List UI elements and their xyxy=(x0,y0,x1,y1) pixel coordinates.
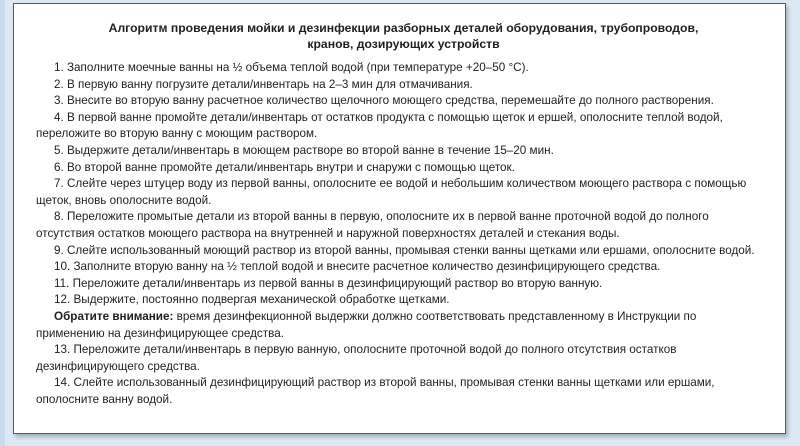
step-1: 1. Заполните моечные ванны на ½ объема теплой водой (при температуре +20–50 °С). xyxy=(54,61,529,74)
step-13: 13. Переложите детали/инвентарь в первую ванную, ополосните проточной водой до полного отсутствия остатков дезинфицирующего средства. xyxy=(36,343,677,373)
step-10: 10. Заполните вторую ванну на ½ теплой водой и внесите расчетное количество дезинфицирующего средства. xyxy=(54,260,661,274)
instruction-card xyxy=(13,3,786,434)
step-12: 12. Выдержите, постоянно подвергая механической обработке щетками. xyxy=(54,293,450,307)
step-4: 4. В первой ванне промойте детали/инвентарь от остатков продукта с помощью щеток и ершей, ополосните теплой водой, переложите во вторую ванну с моющим раствором. xyxy=(36,110,723,141)
step-3: 3. Внесите во вторую ванну расчетное количество щелочного моющего средства, перемешайте до полного растворения. xyxy=(54,94,714,108)
document-title xyxy=(36,20,765,52)
attention-label: Обратите внимание: xyxy=(54,309,174,323)
attention-note xyxy=(36,309,765,342)
step-14: 14. Слейте использованный дезинфицирующий раствор из второй ванны, промывая стенки ванны щетками или ершами, ополосните ванну водой. xyxy=(36,376,715,406)
title-line-2: кранов, дозирующих устройств xyxy=(307,37,500,51)
step-8: 8. Переложите промытые детали из второй ванны в первую, ополосните их в первой ванне проточной водой до полного отсутствия остатков моющего раствора на внутренней и наружной поверхностях деталей и стекания воды. xyxy=(36,210,709,240)
step-6: 6. Во второй ванне промойте детали/инвентарь внутри и снаружи с помощью щеток. xyxy=(54,160,515,174)
step-11: 11. Переложите детали/инвентарь из первой ванны в дезинфицирующий раствор во вторую ванную. xyxy=(54,276,603,290)
step-7: 7. Слейте через штуцер воду из первой ванны, ополосните ее водой и небольшим количеством моющего раствора с помощью щеток, вновь ополосните водой. xyxy=(36,177,747,207)
left-decorative-stripe xyxy=(0,0,5,446)
attention-text: время дезинфекционной выдержки должно соответствовать представленному в Инструкции по применению на дезинфицирующее средства. xyxy=(36,309,697,340)
title-line-1: Алгоритм проведения мойки и дезинфекции разборных деталей оборудования, трубопроводов, xyxy=(108,21,699,35)
step-2: 2. В первую ванну погрузите детали/инвентарь на 2–3 мин для отмачивания. xyxy=(54,77,473,91)
step-5: 5. Выдержите детали/инвентарь в моющем растворе во второй ванне в течение 15–20 мин. xyxy=(54,143,554,157)
step-9: 9. Слейте использованный моющий раствор из второй ванны, промывая стенки ванны щетками или ершами, ополосните водой. xyxy=(54,243,755,257)
